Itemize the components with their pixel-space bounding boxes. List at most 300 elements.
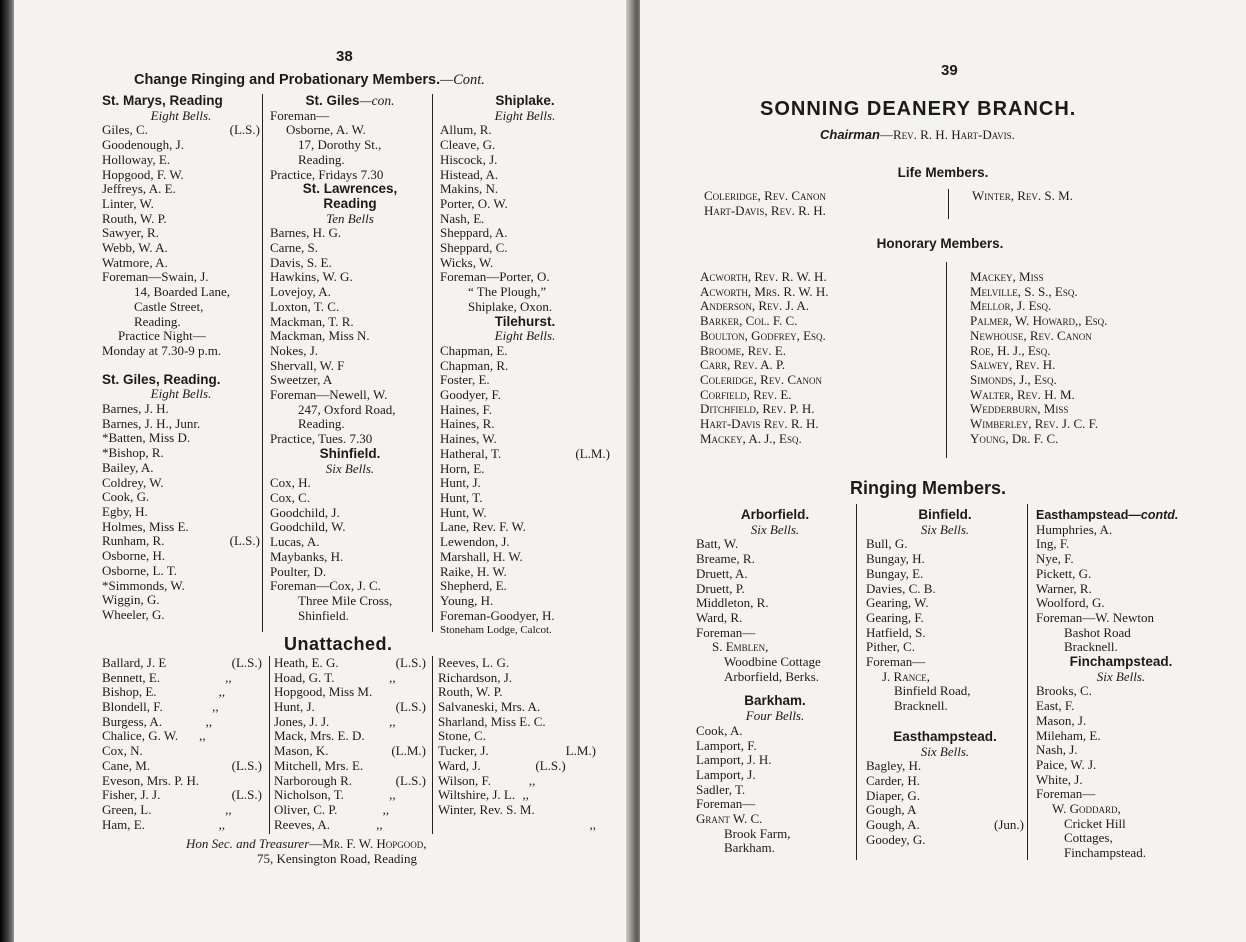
foreman-line: Grant W. C. [696, 811, 763, 827]
member-entry: Bagley, H. [866, 758, 922, 774]
member-entry: Breame, R. [696, 551, 755, 567]
member-entry: Routh, W. P. [102, 210, 167, 226]
unattached-entry: Routh, W. P. [438, 684, 503, 700]
section-heading: St. Giles, Reading. [102, 371, 221, 387]
member-entry: Carr, Rev. A. P. [700, 357, 786, 373]
member-entry: Sawyer, R. [102, 225, 159, 241]
member-entry: Shervall, W. F [270, 357, 345, 373]
foreman-line: Arborfield, Berks. [724, 668, 819, 684]
foreman-line: Reading. [134, 313, 181, 329]
member-entry: Palmer, W. Howard,, Esq. [970, 313, 1108, 329]
membership-tag: (L.M.) [391, 743, 426, 759]
member-entry: *Simmonds, W. [102, 577, 185, 593]
honorary-members-left [700, 270, 945, 446]
foreman-line: Three Mile Cross, [298, 592, 393, 608]
unattached-entry: Ham, E. ,, [102, 816, 226, 832]
column-rule [432, 656, 433, 834]
section-subheading: Ten Bells [326, 210, 374, 226]
member-entry: Diaper, G. [866, 787, 920, 803]
membership-tag: (L.S.) [395, 655, 426, 670]
unattached-entry: Mitchell, Mrs. E. [274, 757, 364, 773]
member-entry: Mellor, J. Esq. [970, 298, 1052, 314]
member-entry: Lewendon, J. [440, 534, 510, 550]
member-entry: Hawkins, W. G. [270, 269, 353, 285]
unattached-entry: Fisher, J. J. (L.S.) [102, 787, 262, 803]
foreman-line: W. Goddard, [1052, 801, 1121, 817]
member-entry: Webb, W. A. [102, 240, 168, 256]
membership-tag: ,, [205, 713, 213, 729]
unattached-entry: Nicholson, T. ,, [274, 787, 396, 803]
unattached-entry: Ward, J. (L.S.) [438, 757, 566, 773]
section-heading: Easthampstead. [893, 728, 997, 744]
member-entry: Wedderburn, Miss [970, 401, 1069, 417]
member-entry: Acworth, Mrs. R. W. H. [700, 283, 829, 299]
member-entry: Melville, S. S., Esq. [970, 283, 1078, 299]
membership-tag: ,, [199, 728, 206, 744]
section-subheading: Eight Bells. [494, 107, 556, 123]
unattached-column-1 [102, 656, 262, 832]
member-entry: Druett, P. [696, 580, 745, 596]
member-entry: Cox, H. [270, 475, 311, 491]
member-entry: Anderson, Rev. J. A. [700, 298, 810, 314]
membership-tag: (L.M.) [575, 445, 610, 461]
column-rule [856, 504, 857, 860]
foreman-line: Foreman— [270, 107, 330, 123]
left-column-2 [270, 94, 430, 623]
member-entry: *Bishop, R. [102, 445, 164, 461]
unattached-entry: Reeves, L. G. [438, 655, 510, 670]
foreman-line: Stoneham Lodge, Calcot. [440, 624, 552, 637]
ringing-column-1 [696, 508, 854, 856]
unattached-entry: Winter, Rev. S. M. ,, [438, 801, 596, 832]
section-subheading: Eight Bells. [150, 107, 212, 123]
member-entry: Pither, C. [866, 639, 915, 655]
section-subheading: Six Bells. [325, 460, 375, 476]
member-entry: Haines, W. [440, 431, 497, 447]
foreman-line: Bracknell. [894, 698, 948, 714]
member-entry: Histead, A. [440, 166, 499, 182]
foreman-line: Finchampstead. [1064, 845, 1146, 861]
unattached-entry: Green, L. ,, [102, 801, 232, 817]
member-entry: Lamport, J. H. [696, 752, 772, 768]
member-entry: Young, H. [440, 592, 494, 608]
member-entry: Boulton, Godfrey, Esq. [700, 327, 826, 343]
membership-tag: (L.S.) [231, 655, 262, 670]
membership-tag: ,, [389, 787, 396, 803]
section-heading: Shiplake. [495, 93, 555, 108]
member-entry: Bull, G. [866, 536, 908, 552]
unattached-entry: Chalice, G. W. ,, [102, 728, 206, 744]
foreman-line: Woodbine Cottage [724, 654, 821, 670]
membership-tag: ,, [389, 669, 396, 685]
column-rule [269, 656, 270, 834]
member-entry: Lamport, J. [696, 766, 756, 782]
member-entry: Maybanks, H. [270, 548, 344, 564]
member-entry: Egby, H. [102, 503, 148, 519]
member-entry: Mackey, Miss [970, 269, 1044, 284]
unattached-entry: Bennett, E. ,, [102, 669, 232, 685]
member-entry: Nye, F. [1036, 551, 1074, 567]
member-entry: Middleton, R. [696, 595, 769, 611]
membership-tag: ,, [212, 699, 219, 715]
branch-title: SONNING DEANERY BRANCH. [760, 98, 1077, 120]
member-entry: *Batten, Miss D. [102, 430, 191, 446]
member-entry: Goodchild, W. [270, 519, 346, 535]
member-entry: Makins, N. [440, 181, 499, 197]
member-entry: Ing, F. [1036, 536, 1070, 552]
member-entry: Lucas, A. [270, 534, 320, 550]
member-entry: Cox, C. [270, 489, 311, 505]
foreman-line: Shiplake, Oxon. [468, 298, 553, 314]
member-entry: Bungay, H. [866, 551, 925, 567]
member-entry: Wicks, W. [440, 254, 494, 270]
chairman-line: Chairman—Rev. R. H. Hart-Davis. [820, 127, 1015, 142]
member-entry: Jeffreys, A. E. [102, 181, 176, 197]
foreman-line: Monday at 7.30-9 p.m. [102, 342, 222, 358]
section-heading: Shinfield. [319, 445, 381, 461]
foreman-line: Barkham. [724, 840, 775, 856]
unattached-heading: Unattached. [284, 634, 393, 654]
section-heading: St. Giles—con. [305, 93, 395, 108]
ringing-members-heading: Ringing Members. [850, 478, 1007, 498]
member-entry: Coleridge, Rev. Canon [704, 188, 826, 203]
foreman-line: Foreman— [1036, 786, 1096, 802]
foreman-line: Osborne, A. W. [286, 122, 366, 138]
member-entry: Mackman, Miss N. [270, 328, 370, 344]
member-entry: Mileham, E. [1036, 727, 1101, 743]
life-members-heading: Life Members. [897, 165, 989, 180]
member-entry: Simonds, J., Esq. [970, 371, 1057, 387]
column-rule [432, 94, 433, 632]
unattached-entry: Cane, M. (L.S.) [102, 757, 262, 773]
member-entry: Cook, G. [102, 489, 150, 505]
foreman-line: Shinfield. [298, 607, 349, 623]
section-heading: Arborfield. [740, 507, 810, 522]
column-rule [1027, 504, 1028, 860]
member-entry: East, F. [1036, 698, 1075, 714]
member-entry: Newhouse, Rev. Canon [970, 327, 1092, 343]
unattached-entry: Mason, K. (L.M.) [274, 743, 426, 759]
member-entry: Goodyer, F. [440, 387, 501, 403]
membership-tag: (L.S.) [395, 699, 426, 715]
member-entry: Carne, S. [270, 240, 319, 256]
foreman-line: Practice, Fridays 7.30 [270, 166, 384, 182]
member-entry: White, J. [1036, 771, 1083, 787]
member-entry: Goodchild, J. [270, 504, 340, 520]
member-entry: Barnes, H. G. [270, 225, 342, 241]
member-entry: Gough, A. (Jun.) [866, 817, 1024, 833]
member-entry: Mason, J. [1036, 712, 1087, 728]
member-entry: Davis, S. E. [270, 254, 332, 270]
member-entry: Sadler, T. [696, 781, 746, 797]
foreman-line: Practice Night— [118, 328, 206, 344]
member-entry: Druett, A. [696, 565, 748, 581]
member-entry: Marshall, H. W. [440, 548, 523, 564]
page-number: 39 [941, 62, 958, 79]
member-entry: Wheeler, G. [102, 606, 165, 622]
right-page [640, 0, 1246, 942]
unattached-entry: Jones, J. J. ,, [274, 713, 396, 729]
member-entry: Linter, W. [102, 195, 154, 211]
unattached-column-2 [274, 656, 426, 832]
member-entry: Porter, O. W. [440, 195, 508, 211]
member-entry: Hunt, J. [440, 475, 481, 491]
left-column-1 [102, 94, 260, 623]
member-entry: Hiscock, J. [440, 151, 498, 167]
member-entry: Lane, Rev. F. W. [440, 519, 526, 535]
member-entry: Hatheral, T. (L.M.) [440, 445, 610, 461]
member-entry: Sheppard, C. [440, 240, 508, 256]
member-entry: Ward, R. [696, 609, 743, 625]
member-entry: Hart-Davis, Rev. R. H. [704, 202, 826, 218]
unattached-entry: Wilson, F. ,, [438, 772, 536, 788]
running-head-title: Change Ringing and Probationary Members. [134, 72, 441, 88]
foreman-line: Foreman—Newell, W. [270, 387, 388, 403]
membership-tag: L.M.) [565, 743, 596, 759]
column-rule [946, 262, 947, 458]
unattached-entry: Burgess, A. ,, [102, 713, 213, 729]
member-entry: Lovejoy, A. [270, 284, 331, 300]
membership-tag: (L.S.) [231, 757, 262, 773]
member-entry: Ditchfield, Rev. P. H. [700, 401, 815, 417]
column-rule [948, 189, 949, 219]
column-rule [262, 94, 263, 632]
member-entry: Haines, R. [440, 416, 495, 432]
membership-tag: ,, [225, 669, 232, 685]
membership-tag: (Jun.) [994, 817, 1024, 833]
running-head: Change Ringing and Probationary Members.—Cont. [134, 72, 485, 88]
unattached-entry: Hoad, G. T. ,, [274, 669, 396, 685]
section-heading: Finchampstead. [1069, 654, 1173, 670]
member-entry: Nash, E. [440, 210, 485, 226]
membership-tag: ,, [522, 787, 529, 803]
foreman-line: Foreman—Swain, J. [102, 269, 209, 285]
section-heading: Binfield. [918, 507, 972, 522]
section-heading: Easthampstead—contd. [1036, 508, 1179, 522]
section-subheading: Six Bells. [750, 521, 800, 537]
page-number: 38 [336, 48, 353, 65]
member-entry: Paice, W. J. [1036, 756, 1097, 772]
foreman-line: Practice, Tues. 7.30 [270, 431, 373, 447]
unattached-entry: Blondell, F. ,, [102, 699, 219, 715]
member-entry: Horn, E. [440, 460, 485, 476]
member-entry: Haines, F. [440, 401, 493, 417]
section-heading: Reading [323, 195, 377, 211]
unattached-column-3 [438, 656, 596, 832]
unattached-entry: Tucker, J. L.M.) [438, 743, 596, 759]
member-entry: Wiggin, G. [102, 592, 160, 608]
unattached-entry: Sharland, Miss E. C. [438, 713, 546, 729]
unattached-entry: Reeves, A. ,, [274, 816, 383, 832]
foreman-line: Cricket Hill [1064, 815, 1126, 831]
foreman-line: Foreman—Cox, J. C. [270, 578, 381, 594]
left-column-3 [440, 94, 610, 638]
member-entry: Cleave, G. [440, 137, 496, 153]
life-members-left [704, 189, 944, 218]
unattached-entry: Eveson, Mrs. P. H. [102, 772, 200, 788]
section-heading: Barkham. [744, 693, 806, 709]
member-entry: Foster, E. [440, 372, 490, 388]
left-page [14, 0, 632, 942]
foreman-line: 17, Dorothy St., [298, 137, 382, 153]
member-entry: Coleridge, Rev. Canon [700, 371, 822, 387]
member-entry: Holloway, E. [102, 151, 171, 167]
section-subheading: Eight Bells. [150, 386, 212, 402]
member-entry: Nokes, J. [270, 342, 319, 358]
member-entry: Woolford, G. [1036, 595, 1105, 611]
member-entry: Corfield, Rev. E. [700, 386, 792, 402]
unattached-entry: Hunt, J. (L.S.) [274, 699, 426, 715]
member-entry: Brooks, C. [1036, 683, 1092, 699]
member-entry: Salwey, Rev. H. [970, 357, 1056, 373]
member-entry: Chapman, E. [440, 342, 508, 358]
member-entry: Roe, H. J., Esq. [970, 342, 1051, 358]
membership-tag: ,, [376, 816, 383, 832]
foreman-line: 247, Oxford Road, [298, 401, 396, 417]
member-entry: Coldrey, W. [102, 474, 164, 490]
foreman-line: Foreman— [866, 654, 926, 670]
member-entry: Mackey, A. J., Esq. [700, 430, 802, 446]
member-entry: Cook, A. [696, 722, 743, 738]
foreman-line: Castle Street, [134, 298, 204, 314]
unattached-entry: Cox, N. [102, 743, 143, 759]
membership-tag: ,, [589, 816, 596, 832]
unattached-entry [438, 818, 596, 833]
member-entry: Chapman, R. [440, 357, 509, 373]
member-entry: Allum, R. [440, 122, 492, 138]
unattached-entry: Richardson, J. [438, 669, 513, 685]
unattached-entry: Bishop, E. ,, [102, 684, 226, 700]
member-entry: Barker, Col. F. C. [700, 313, 798, 329]
foreman-line: Foreman—W. Newton [1036, 609, 1154, 625]
section-subheading: Four Bells. [745, 708, 805, 724]
member-entry: Walter, Rev. H. M. [970, 386, 1075, 402]
member-entry: Goodey, G. [866, 831, 926, 847]
member-entry: Runham, R. (L.S.) [102, 533, 260, 549]
honorary-members-heading: Honorary Members. [876, 236, 1004, 251]
unattached-entry: Hopgood, Miss M. [274, 684, 373, 700]
foreman-line: S. Emblen, [712, 639, 769, 655]
member-entry: Watmore, A. [102, 254, 168, 270]
member-entry: Winter, Rev. S. M. [972, 188, 1073, 203]
secretary-address: 75, Kensington Road, Reading [257, 851, 417, 866]
foreman-line: Reading. [298, 151, 345, 167]
member-entry: Gearing, W. [866, 595, 929, 611]
section-subheading: Six Bells. [920, 743, 970, 759]
unattached-entry: Salvaneski, Mrs. A. [438, 699, 541, 715]
running-head-cont: Cont. [453, 72, 485, 88]
membership-tag: ,, [528, 772, 536, 788]
section-heading: St. Marys, Reading [102, 93, 223, 108]
foreman-line: Foreman— [696, 796, 756, 812]
foreman-line: Bracknell. [1064, 639, 1118, 655]
member-entry: Poulter, D. [270, 563, 327, 579]
member-entry: Pickett, G. [1036, 565, 1092, 581]
membership-tag: (L.S.) [395, 772, 426, 788]
unattached-entry: Stone, C. [438, 728, 487, 744]
member-entry: Hart-Davis Rev. R. H. [700, 416, 819, 432]
member-entry: Hatfield, S. [866, 624, 926, 640]
member-entry: Hunt, T. [440, 489, 483, 505]
life-members-right [972, 189, 1212, 204]
member-entry: Batt, W. [696, 536, 739, 552]
foreman-line: Foreman—Porter, O. [440, 269, 550, 285]
member-entry: Sweetzer, A [270, 372, 333, 388]
unattached-entry: Mack, Mrs. E. D. [274, 728, 365, 744]
member-entry: Barnes, J. H. [102, 401, 169, 417]
unattached-entry: Heath, E. G. (L.S.) [274, 655, 426, 670]
member-entry: Raike, H. W. [440, 563, 507, 579]
foreman-line: Cottages, [1064, 830, 1113, 846]
member-entry: Acworth, Rev. R. W. H. [700, 269, 827, 284]
member-entry: Sheppard, A. [440, 225, 508, 241]
foreman-line: 14, Boarded Lane, [134, 284, 231, 300]
membership-tag: ,, [225, 801, 232, 817]
membership-tag: ,, [218, 684, 226, 700]
member-entry: Osborne, H. [102, 548, 166, 564]
member-entry: Osborne, L. T. [102, 562, 177, 578]
section-heading: Tilehurst. [494, 313, 556, 329]
foreman-line: Foreman-Goodyer, H. [440, 607, 555, 623]
member-entry: Broome, Rev. E. [700, 342, 787, 358]
secretary-line: Hon Sec. and Treasurer—Mr. F. W. Hopgood, [186, 836, 427, 851]
foreman-line: Reading. [298, 416, 345, 432]
section-subheading: Six Bells. [1096, 668, 1146, 684]
member-entry: Lamport, F. [696, 737, 757, 753]
membership-tag: (L.S.) [535, 757, 566, 773]
member-entry: Nash, J. [1036, 742, 1078, 758]
foreman-line: Foreman— [696, 624, 756, 640]
unattached-entry: Narborough R. (L.S.) [274, 772, 426, 788]
member-entry: Davies, C. B. [866, 580, 936, 596]
member-entry: Goodenough, J. [102, 137, 184, 153]
member-entry: Bailey, A. [102, 459, 154, 475]
member-entry: Warner, R. [1036, 580, 1092, 596]
foreman-line: Brook Farm, [724, 825, 791, 841]
ringing-column-2 [866, 508, 1024, 847]
membership-tag: (L.S.) [229, 533, 260, 549]
unattached-entry: Ballard, J. E (L.S.) [102, 655, 262, 670]
membership-tag: ,, [389, 713, 396, 729]
member-entry: Shepherd, E. [440, 578, 507, 594]
membership-tag: (L.S.) [231, 787, 262, 803]
member-entry: Holmes, Miss E. [102, 518, 189, 534]
member-entry: Giles, C. (L.S.) [102, 122, 260, 138]
membership-tag: ,, [382, 801, 390, 817]
member-entry: Hunt, W. [440, 504, 487, 520]
section-subheading: Six Bells. [920, 521, 970, 537]
member-entry: Wimberley, Rev. J. C. F. [970, 416, 1099, 432]
member-entry: Humphries, A. [1036, 521, 1113, 537]
member-entry: Young, Dr. F. C. [970, 430, 1059, 446]
foreman-line: J. Rance, [882, 668, 930, 684]
member-entry: Hopgood, F. W. [102, 166, 184, 182]
unattached-entry: Wiltshire, J. L. ,, [438, 787, 529, 803]
member-entry: Loxton, T. C. [270, 298, 340, 314]
member-entry: Bungay, E. [866, 565, 924, 581]
foreman-line: Binfield Road, [894, 683, 971, 699]
foreman-line: “ The Plough,” [468, 284, 547, 300]
member-entry: Barnes, J. H., Junr. [102, 415, 201, 431]
section-heading: St. Lawrences, [302, 181, 398, 197]
ringing-column-3 [1036, 508, 1206, 861]
member-entry: Carder, H. [866, 772, 920, 788]
honorary-members-right [970, 270, 1220, 446]
member-entry: Gearing, F. [866, 609, 924, 625]
foreman-line: Bashot Road [1064, 624, 1131, 640]
member-entry: Mackman, T. R. [270, 313, 354, 329]
section-subheading: Eight Bells. [494, 328, 556, 344]
